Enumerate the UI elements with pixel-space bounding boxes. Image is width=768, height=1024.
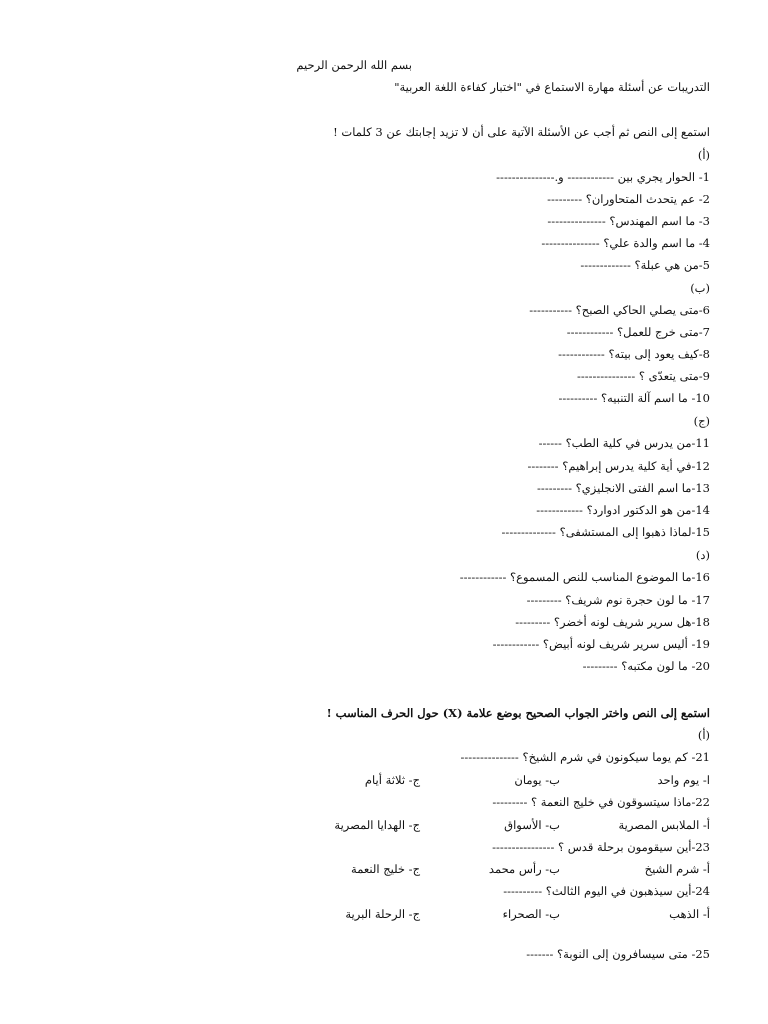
question-25: 25- متى سيسافرون إلى النوبة؟ -------: [526, 947, 710, 961]
question-7: 7-متى خرج للعمل؟ ------------: [566, 325, 710, 339]
question-10: 10- ما اسم آلة التنبيه؟ ----------: [558, 391, 710, 405]
group-label: (د): [695, 548, 710, 562]
option-a: أ- شرم الشيخ: [644, 862, 710, 876]
option-b: ب- يومان: [514, 773, 560, 787]
question-24: 24-أين سيذهبون في اليوم الثالث؟ ----------: [503, 884, 710, 898]
question-9: 9-متى يتعدّى ؟ ---------------: [576, 369, 710, 383]
option-b: ب- الأسواق: [504, 818, 560, 832]
question-20: 20- ما لون مكتبه؟ ---------: [582, 659, 710, 673]
question-19: 19- أليس سرير شريف لونه أبيض؟ ------------: [492, 637, 710, 651]
group-label: (أ): [697, 728, 710, 742]
question-12: 12-في أية كلية يدرس إبراهيم؟ --------: [527, 459, 710, 473]
options-row: [290, 862, 710, 876]
options-row: [290, 773, 710, 787]
option-a: أ- الملابس المصرية: [618, 818, 710, 832]
question-4: 4- ما اسم والدة علي؟ ---------------: [541, 236, 710, 250]
question-14: 14-من هو الدكتور ادوارد؟ ------------: [536, 503, 710, 517]
question-22: 22-ماذا سيتسوقون في خليج النعمة ؟ ---------: [492, 795, 710, 809]
basmala: بسم الله الرحمن الرحيم: [296, 58, 412, 72]
question-15: 15-لماذا ذهبوا إلى المستشفى؟ --------------: [501, 525, 710, 539]
option-a: ا- يوم واحد: [657, 773, 710, 787]
document-title: التدريبات عن أسئلة مهارة الاستماع في "اختبار كفاءة اللغة العربية": [394, 80, 710, 94]
group-label: (أ): [697, 148, 710, 162]
option-c: ج- الهدايا المصرية: [334, 818, 420, 832]
question-1: 1- الحوار يجري بين ------------ و.---------------: [496, 170, 710, 184]
question-5: 5-من هي عبلة؟ -------------: [580, 258, 710, 272]
question-13: 13-ما اسم الفتى الانجليزي؟ ---------: [537, 481, 710, 495]
option-c: ج- خليج النعمة: [351, 862, 420, 876]
options-row: [290, 907, 710, 921]
question-16: 16-ما الموضوع المناسب للنص المسموع؟ ------------: [459, 570, 710, 584]
option-a: أ- الذهب: [669, 907, 710, 921]
options-row: [290, 818, 710, 832]
option-c: ج- ثلاثة أيام: [364, 773, 420, 787]
question-3: 3- ما اسم المهندس؟ ---------------: [547, 214, 710, 228]
question-17: 17- ما لون حجرة نوم شريف؟ ---------: [526, 593, 710, 607]
section1-instruction: استمع إلى النص ثم أجب عن الأسئلة الآتية على أن لا تزيد إجابتك عن 3 كلمات !: [333, 125, 710, 139]
question-8: 8-كيف يعود إلى بيته؟ ------------: [558, 347, 710, 361]
group-label: (ج): [693, 414, 710, 428]
question-21: 21- كم يوما سيكونون في شرم الشيخ؟ ---------------: [460, 750, 710, 764]
option-c: ج- الرحلة البرية: [345, 907, 420, 921]
question-6: 6-متى يصلي الحاكي الصبح؟ -----------: [529, 303, 710, 317]
option-b: ب- رأس محمد: [488, 862, 560, 876]
group-label: (ب): [690, 281, 710, 295]
question-18: 18-هل سرير شريف لونه أخضر؟ ---------: [515, 615, 710, 629]
question-2: 2- عم يتحدث المتحاوران؟ ---------: [547, 192, 710, 206]
question-23: 23-أين سيقومون برحلة قدس ؟ ----------------: [492, 840, 710, 854]
question-11: 11-من يدرس في كلية الطب؟ ------: [538, 436, 710, 450]
option-b: ب- الصحراء: [502, 907, 560, 921]
section2-instruction: استمع إلى النص واختر الجواب الصحيح بوضع علامة (X) حول الحرف المناسب !: [326, 706, 710, 720]
